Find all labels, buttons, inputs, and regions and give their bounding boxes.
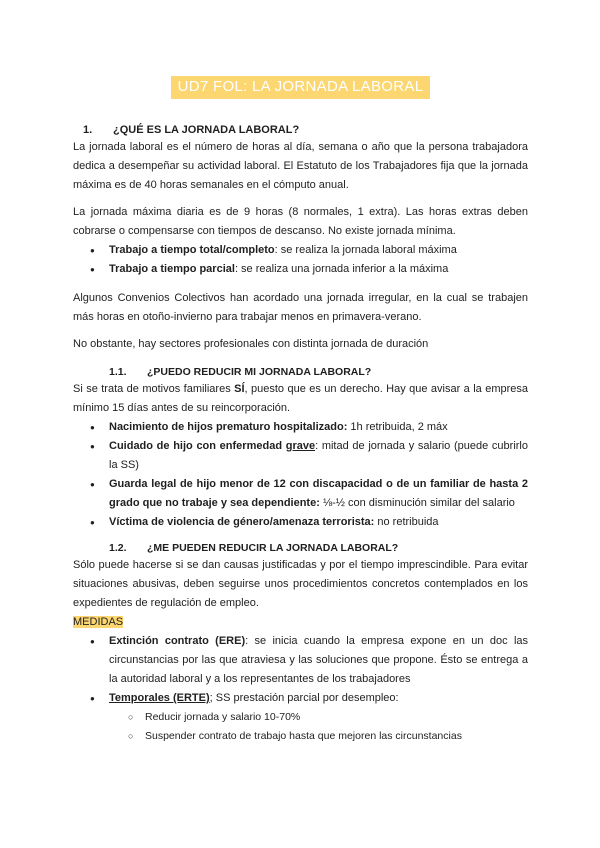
bullet-bold: Nacimiento de hijos prematuro hospitalizado: xyxy=(109,421,348,433)
bullet-text: ; SS prestación parcial por desempleo: xyxy=(209,692,399,704)
list-item xyxy=(73,260,528,279)
list-item xyxy=(73,632,528,689)
bullet-bold: Víctima de violencia de género/amenaza terrorista: xyxy=(109,516,375,528)
medidas-label-line xyxy=(73,613,528,632)
section-1-1-number: 1.1. xyxy=(109,366,127,378)
section-1-2-sub-list xyxy=(73,708,528,746)
bullet-bold: Cuidado de hijo con enfermedad xyxy=(109,440,286,452)
bullet-text: 1h retribuida, 2 máx xyxy=(347,421,448,433)
section-1-2-title: ¿ME PUEDEN REDUCIR LA JORNADA LABORAL? xyxy=(147,542,399,554)
section-1-paragraph-1: La jornada laboral es el número de horas al día, semana o año que la persona trabajadora dedica a desempeñar su actividad laboral. El Estatuto de los Trabajadores fija que la jornada máxima es de 40 horas semanales en el cómputo anual. xyxy=(73,141,528,191)
list-item xyxy=(73,689,528,708)
bullet-bold: Trabajo a tiempo parcial xyxy=(109,263,235,275)
list-item xyxy=(73,513,528,532)
section-1-2-heading xyxy=(109,540,528,556)
section-1-1-title: ¿PUEDO REDUCIR MI JORNADA LABORAL? xyxy=(147,366,372,378)
document-title: UD7 FOL: LA JORNADA LABORAL xyxy=(171,76,431,99)
title-wrap xyxy=(73,0,528,99)
list-item xyxy=(73,437,528,475)
list-item xyxy=(73,418,528,437)
bullet-underlined: grave xyxy=(285,440,316,452)
section-1-2-number: 1.2. xyxy=(109,542,127,554)
section-1-bullet-list xyxy=(73,241,528,279)
bullet-bold: Extinción contrato (ERE) xyxy=(109,635,246,647)
paragraph-text: Si se trata de motivos familiares xyxy=(73,383,235,395)
section-1-2-paragraph: Sólo puede hacerse si se dan causas justificadas y por el tiempo imprescindible. Para evitar situaciones abusivas, deben seguirse unos procedimientos concretos contemplados en los expedientes de regulación de empleo. xyxy=(73,559,528,609)
medidas-label: MEDIDAS xyxy=(73,616,124,628)
paragraph-text: , puesto que es un derecho. Hay que avisar a la empresa mínimo 15 días antes de su reincorporación. xyxy=(73,383,528,414)
section-1-heading xyxy=(73,122,528,138)
list-item xyxy=(73,241,528,260)
section-1-paragraph-2: La jornada máxima diaria es de 9 horas (8 normales, 1 extra). Las horas extras deben cobrarse o compensarse con tiempos de descanso. No existe jornada mínima. xyxy=(73,206,528,237)
section-1-title: ¿QUÉ ES LA JORNADA LABORAL? xyxy=(113,124,300,136)
paragraph-bold: SÍ xyxy=(234,383,245,395)
section-1-paragraph-3: Algunos Convenios Colectivos han acordado una jornada irregular, en la cual se trabajen más horas en otoño-invierno para trabajar menos en primavera-verano. xyxy=(73,292,528,323)
bullet-bold: Guarda legal de hijo menor de 12 con discapacidad o de un familiar de hasta 2 grado que no trabaje y sea dependiente: xyxy=(109,478,528,509)
section-1-1-paragraph xyxy=(73,380,528,418)
bullet-bold: Trabajo a tiempo total/completo xyxy=(109,244,275,256)
bullet-text: no retribuida xyxy=(374,516,439,528)
bullet-text: : se realiza una jornada inferior a la máxima xyxy=(234,263,449,275)
bullet-text: : se inicia cuando la empresa expone en un doc las circunstancias por las que atraviesa y las soluciones que propone. Ésto se entrega a la autoridad laboral y a los representantes de los trabajadores xyxy=(109,635,529,685)
section-1-1-heading xyxy=(109,364,528,380)
bullet-underlined: Temporales (ERTE) xyxy=(109,692,210,704)
bullet-text: ⅛-½ con disminución similar del salario xyxy=(319,497,515,509)
section-1-number: 1. xyxy=(83,124,93,136)
list-item xyxy=(73,475,528,513)
sub-list-item: ○ Reducir jornada y salario 10-70% xyxy=(73,708,528,727)
section-1-2-bullet-list xyxy=(73,632,528,708)
sub-list-item: ○ Suspender contrato de trabajo hasta que mejoren las circunstancias xyxy=(73,727,528,746)
section-1-paragraph-4: No obstante, hay sectores profesionales con distinta jornada de duración xyxy=(73,338,429,350)
section-1-1-bullet-list xyxy=(73,418,528,532)
bullet-text: : se realiza la jornada laboral máxima xyxy=(274,244,457,256)
bullet-text: : mitad de jornada y salario (puede cubrirlo la SS) xyxy=(109,440,528,471)
